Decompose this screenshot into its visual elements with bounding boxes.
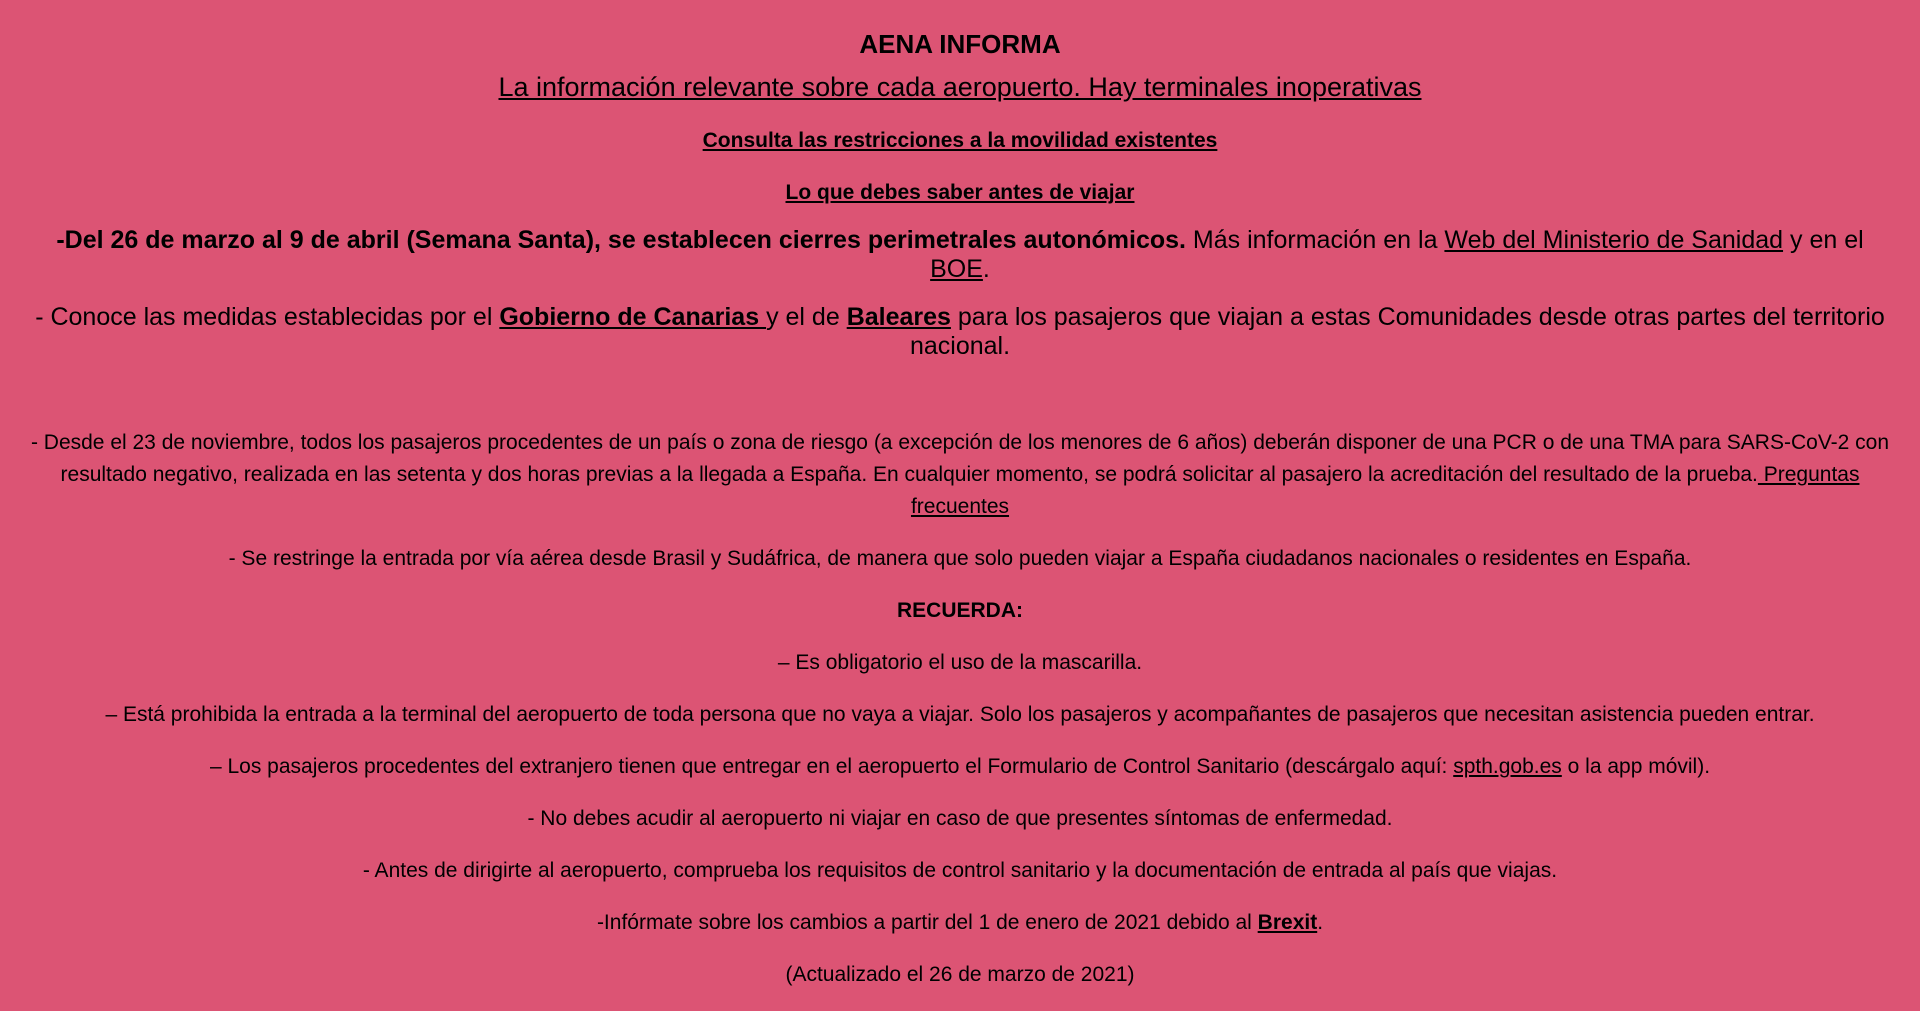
ministerio-sanidad-link[interactable]: Web del Ministerio de Sanidad xyxy=(1444,226,1784,254)
perimetral-closures-paragraph xyxy=(26,226,1894,284)
aena-notice-banner xyxy=(26,0,1894,991)
brexit-text-2: . xyxy=(1317,911,1324,934)
islands-measures-paragraph xyxy=(26,303,1894,361)
before-travel-paragraph xyxy=(26,180,1894,206)
requirements-paragraph: - Antes de dirigirte al aeropuerto, comprueba los requisitos de control sanitario y la documentación de entrada al país que viajas. xyxy=(362,859,1558,882)
perimetral-text-3: . xyxy=(982,255,990,283)
brexit-paragraph xyxy=(26,907,1894,939)
boe-link[interactable]: BOE xyxy=(930,255,983,283)
form-text-2: o la app móvil). xyxy=(1561,755,1711,778)
gobierno-canarias-link[interactable]: Gobierno de Canarias xyxy=(499,303,767,331)
mobility-restrictions-link[interactable]: Consulta las restricciones a la movilidad existentes xyxy=(702,129,1218,152)
notice-title: AENA INFORMA xyxy=(859,29,1061,59)
brexit-text-1: -Infórmate sobre los cambios a partir del 1 de enero de 2021 debido al xyxy=(596,911,1258,934)
before-travel-link[interactable]: Lo que debes saber antes de viajar xyxy=(785,181,1135,204)
pcr-requirement-paragraph xyxy=(26,427,1894,523)
perimetral-text-2: y en el xyxy=(1783,226,1864,254)
spth-link[interactable]: spth.gob.es xyxy=(1453,755,1562,778)
health-form-paragraph xyxy=(26,751,1894,783)
brexit-link[interactable]: Brexit xyxy=(1257,911,1318,934)
remember-heading: RECUERDA: xyxy=(897,599,1023,622)
brazil-southafrica-paragraph: - Se restringe la entrada por vía aérea desde Brasil y Sudáfrica, de manera que solo pueden viajar a España ciudadanos nacionales o residentes en España. xyxy=(228,547,1692,570)
updated-date: (Actualizado el 26 de marzo de 2021) xyxy=(785,963,1135,986)
airport-info-link[interactable]: La información relevante sobre cada aeropuerto. Hay terminales inoperativas xyxy=(498,72,1422,102)
mask-paragraph: – Es obligatorio el uso de la mascarilla. xyxy=(777,651,1143,674)
faq-link[interactable]: Preguntas frecuentes xyxy=(910,463,1860,518)
restrictions-paragraph xyxy=(26,128,1894,154)
baleares-link[interactable]: Baleares xyxy=(846,303,951,331)
islands-text-3: para los pasajeros que viajan a estas Comunidades desde otras partes del territorio nacional. xyxy=(909,303,1885,360)
perimetral-text-1: Más información en la xyxy=(1185,226,1445,254)
pcr-text: - Desde el 23 de noviembre, todos los pasajeros procedentes de un país o zona de riesgo (a excepción de los menores de 6 años) deberán disponer de una PCR o de una TMA para SARS-CoV-2 con resultado negativo, realizada en las setenta y dos horas previas a la llegada a España. En cualquier momento, se podrá solicitar al pasajero la acreditación del resultado de la prueba. xyxy=(30,431,1890,486)
form-text-1: – Los pasajeros procedentes del extranjero tienen que entregar en el aeropuerto el Formulario de Control Sanitario (descárgalo aquí: xyxy=(209,755,1454,778)
terminal-access-paragraph: – Está prohibida la entrada a la terminal del aeropuerto de toda persona que no vaya a viajar. Solo los pasajeros y acompañantes de pasajeros que necesitan asistencia pueden entrar. xyxy=(105,703,1815,726)
subtitle-paragraph xyxy=(26,70,1894,104)
islands-text-2: y el de xyxy=(766,303,847,331)
islands-text-1: - Conoce las medidas establecidas por el xyxy=(35,303,500,331)
symptoms-paragraph: - No debes acudir al aeropuerto ni viajar en caso de que presentes síntomas de enfermedad. xyxy=(527,807,1393,830)
perimetral-closures-bold: -Del 26 de marzo al 9 de abril (Semana Santa), se establecen cierres perimetrales autonómicos. xyxy=(56,226,1186,254)
